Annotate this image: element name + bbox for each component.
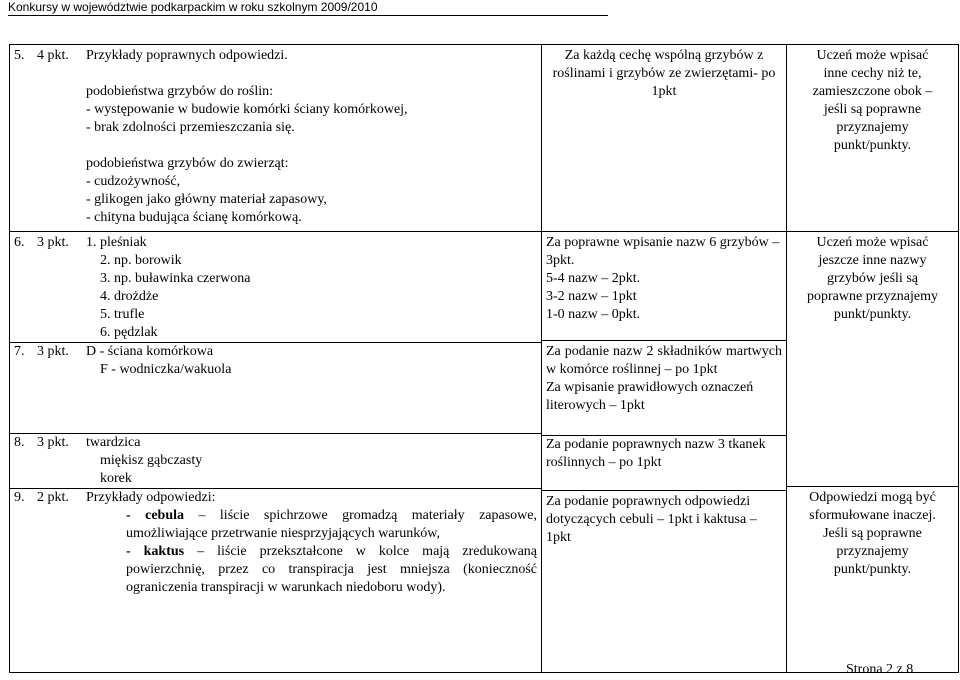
answer-line: 1. pleśniak [86,235,147,250]
answer-key-table [9,44,959,673]
answer-line: - brak zdolności przemieszczania się. [86,120,295,135]
answer-line: korek [100,471,132,486]
answer-heading: podobieństwa grzybów do roślin: [86,84,274,99]
question-number: 8. [14,435,25,450]
answer-line: - glikogen jako główny materiał zapasowy, [86,192,327,207]
note-line: grzybów jeśli są [827,271,918,286]
answer-line: 3. np. buławinka czerwona [100,271,251,286]
table-row [10,45,959,232]
answer-line: – liście przekształcone w kolce mają zredukowaną powierzchnię, przez co transpiracja jest mniejsza (konieczność ograniczenia transpiracji w warunkach niedoboru wody). [126,544,537,595]
question-points: 3 pkt. [37,344,69,359]
note-line: inne cechy niż te, [823,66,922,81]
note-line: poprawne przyznajemy [807,289,938,304]
scoring-text: Za podanie nazw 2 składników martwych w komórce roślinnej – po 1pkt [546,344,782,377]
table-row [10,232,959,673]
answer-line: – liście spichrzowe gromadzą materiały zapasowe, umożliwiające przetrwanie niesprzyjających warunków, [126,508,537,541]
note-line: przyznajemy [836,120,909,135]
answer-line: - cudzożywność, [86,174,181,189]
scoring-line: Za poprawne wpisanie nazw 6 grzybów – 3pkt. [546,235,780,268]
scoring-line: 3-2 nazw – 1pkt [546,289,637,304]
note-line: Odpowiedzi mogą być [809,490,936,505]
answer-term: - kaktus [126,544,185,559]
notes-cell [787,232,959,673]
note-line: punkt/punkty. [833,307,912,322]
note-line: jeszcze inne nazwy [818,253,927,268]
scoring-text: Za podanie poprawnych nazw 3 tkanek roślinnych – po 1pkt [546,437,766,470]
answer-line: 4. drożdże [100,289,159,304]
notes-cell [787,45,959,232]
note-line: zamieszczone obok – [812,84,933,99]
answer-line: D - ściana komórkowa [86,344,214,359]
answer-heading: podobieństwa grzybów do zwierząt: [86,156,289,171]
answer-text [86,489,537,507]
answer-line: 5. trufle [100,307,145,322]
answer-line: 2. np. borowik [100,253,182,268]
note-line: punkt/punkty. [833,562,912,577]
question-number: 6. [14,235,25,250]
question-number: 7. [14,344,25,359]
question-number: 5. [14,48,25,63]
note-line: przyznajemy [836,544,909,559]
note-line: punkt/punkty. [833,138,912,153]
question-points: 2 pkt. [37,490,69,505]
question-number: 9. [14,490,25,505]
scoring-cell [542,45,787,232]
scoring-text: Za podanie poprawnych odpowiedzi dotyczących cebuli – 1pkt i kaktusa – 1pkt [546,494,757,545]
answer-intro: Przykłady poprawnych odpowiedzi. [86,48,288,63]
question-points: 3 pkt. [37,435,69,450]
scoring-text: Za wpisanie prawidłowych oznaczeń literowych – 1pkt [546,380,754,413]
answer-line: miękisz gąbczasty [100,453,203,468]
answer-line: - występowanie w budowie komórki ściany komórkowej, [86,102,408,117]
scoring-line: 5-4 nazw – 2pkt. [546,271,641,286]
scoring-line: 1-0 nazw – 0pkt. [546,307,641,322]
answer-term: - cebula [126,508,185,523]
question-points: 4 pkt. [37,48,69,63]
answer-line: 6. pędzlak [100,325,158,340]
note-line: jeśli są poprawne [823,102,922,117]
question-points: 3 pkt. [37,235,69,250]
answer-intro: Przykłady odpowiedzi: [86,490,216,505]
page-header: Konkursy w województwie podkarpackim w roku szkolnym 2009/2010 [8,0,608,16]
answer-line: F - wodniczka/wakuola [100,362,232,377]
note-line: Jeśli są poprawne [823,526,922,541]
note-line: Uczeń może wpisać [816,235,929,250]
answer-line: twardzica [86,435,141,450]
scoring-cell [542,232,787,673]
answer-cell [10,45,542,232]
answer-cell [10,232,542,673]
page-number: Strona 2 z 8 [846,662,914,677]
note-line: Uczeń może wpisać [816,48,929,63]
answer-line: - chityna budująca ścianę komórkową. [86,210,302,225]
note-line: sformułowane inaczej. [809,508,936,523]
scoring-text: Za każdą cechę wspólną grzybów z roślinami i grzybów ze zwierzętami- po 1pkt [552,48,776,99]
